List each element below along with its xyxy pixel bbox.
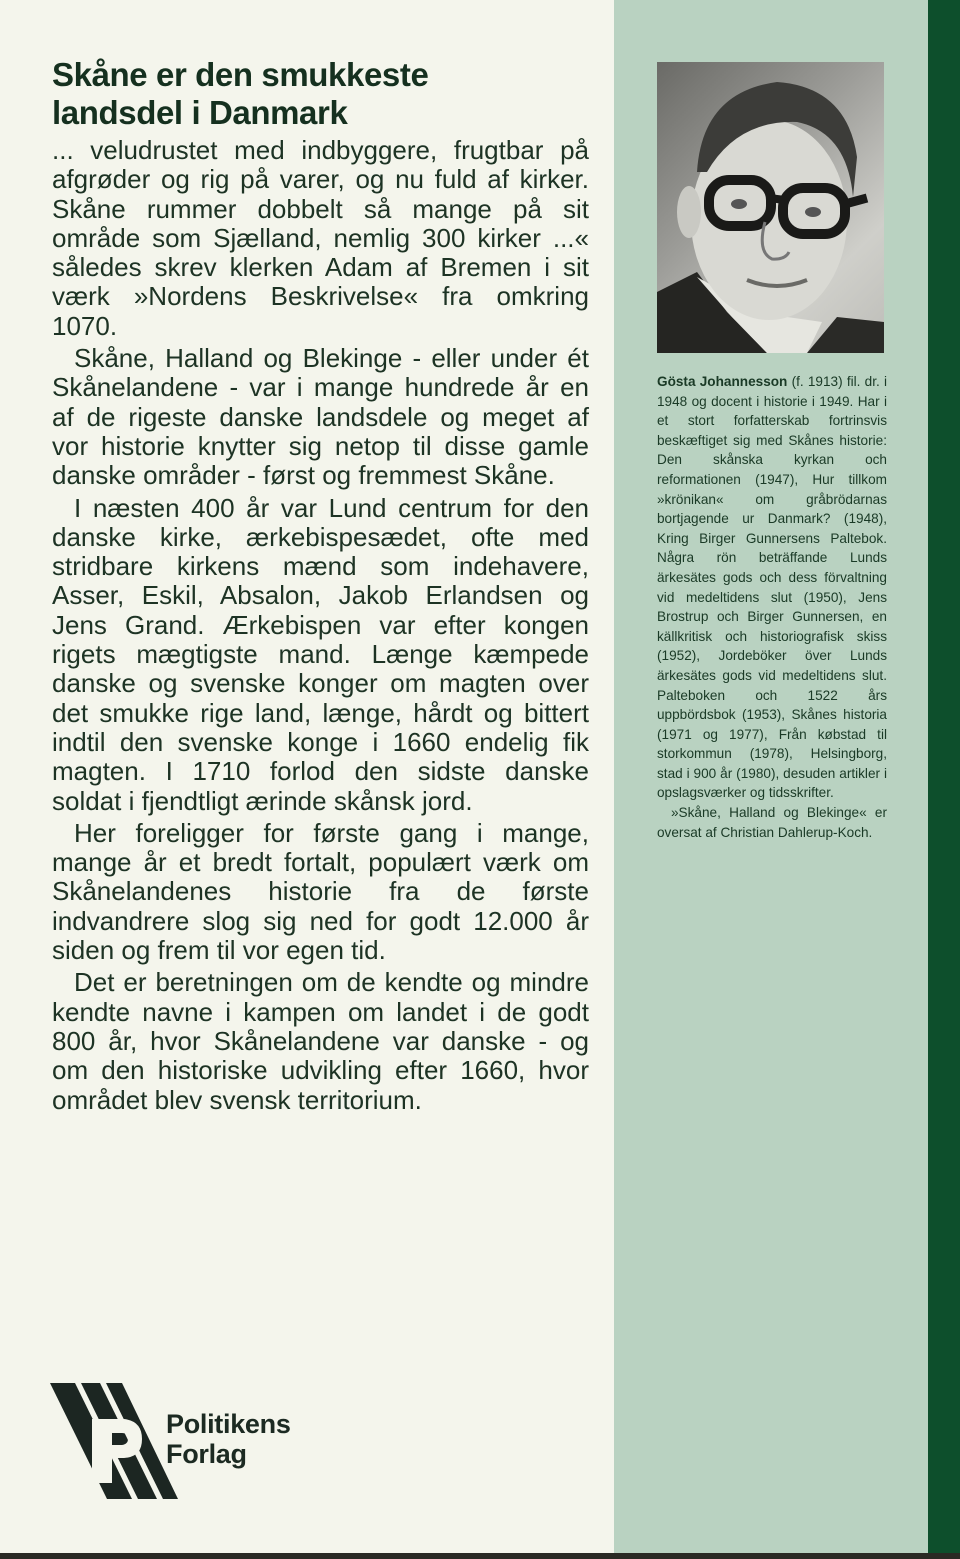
blurb-paragraph-2: Skåne, Halland og Blekinge - eller under ét Skånelandene - var i mange hundrede år en af de rigeste danske landsdele og meget af vor historie knytter sig netop til disse gamle danske områder - først og fremmest Skåne. <box>52 343 589 491</box>
blurb-paragraph-4: Her foreligger for første gang i mange, mange år et bredt fortalt, populært værk om Skånelandenes historie fra de første indvandrere slog sig ned for godt 12.000 år siden og frem til vor egen tid. <box>52 817 589 966</box>
publisher-name <box>166 1409 291 1469</box>
headline-line-1: Skåne er den smukkeste <box>52 56 429 93</box>
blurb-paragraph-1: ... veludrustet med indbyggere, frugtbar på afgrøder og rig på varer, og nu fuld af kirker. Skåne rummer dobbelt så mange på sit område som Sjælland, nemlig 300 kirker ...« således skrev klerken Adam af Bremen i sit værk »Nordens Beskrivelse« fra omkring 1070. <box>52 135 589 341</box>
author-photo <box>657 62 884 353</box>
spine-strip <box>928 0 960 1553</box>
author-portrait-illustration <box>657 62 884 353</box>
blurb-paragraph-3: I næsten 400 år var Lund centrum for den danske kirke, ærkebispesædet, ofte med stridbare kirkens mænd som indehavere, Asser, Eskil, Absalon, Jakob Erlandsen og Jens Grand. Ærkebispen var efter kongen rigets mægtigste mand. Længe kæmpede danske og svenske konger om magten over det smukke rige land, længe, hårdt og bittert indtil den svenske konge i 1660 endelig fik magten. I 1710 forlod den sidste danske soldat i fjendtligt ærinde skånsk jord. <box>52 492 589 816</box>
publisher-line-1: Politikens <box>166 1409 291 1439</box>
author-bio-paragraph <box>657 372 887 803</box>
politikens-forlag-p-logo-icon <box>50 1383 178 1499</box>
headline-line-2: landsdel i Danmark <box>52 94 348 131</box>
author-bio-text: (f. 1913) fil. dr. i 1948 og docent i historie i 1949. Har i et stort forfatterskab fortrinsvis beskæftiget sig med Skånes historie: Den skånska kyrkan och reformationen (1947), Hur tillkom »krönikan« om gråbrödarnas bortjagende ur Danmark? (1948), Kring Birger Gunnersens Paltebok. Några rön beträffande Lunds ärkesätes gods och dess förvaltning vid medeltidens slut (1950), Jens Brostrup och Birger Gunnersen, en källkritisk och historiografisk skiss (1952), Jordeböker över Lunds ärkesätes gods vid medeltidens slut. Palteboken och 1522 års uppbördsbok (1953), Skånes historia (1971 og 1977), Från købstad til storkommun (1978), Helsingborg, stad i 900 år (1980), desuden artikler i opslagsværker og tidsskrifter. <box>657 374 887 801</box>
author-name: Gösta Johannesson <box>657 374 788 389</box>
author-bio <box>657 372 887 842</box>
blurb-paragraph-5: Det er beretningen om de kendte og mindre kendte navne i kampen om landet i de godt 800 år, hvor Skånelandene var danske - og om den historiske udvikling efter 1660, hvor området blev svensk territorium. <box>52 967 589 1115</box>
headline <box>52 56 592 132</box>
bottom-edge <box>0 1553 960 1559</box>
translator-note: »Skåne, Halland og Blekinge« er oversat af Christian Dahlerup-Koch. <box>657 805 887 840</box>
publisher-line-2: Forlag <box>166 1439 247 1469</box>
blurb-text <box>52 136 589 1118</box>
